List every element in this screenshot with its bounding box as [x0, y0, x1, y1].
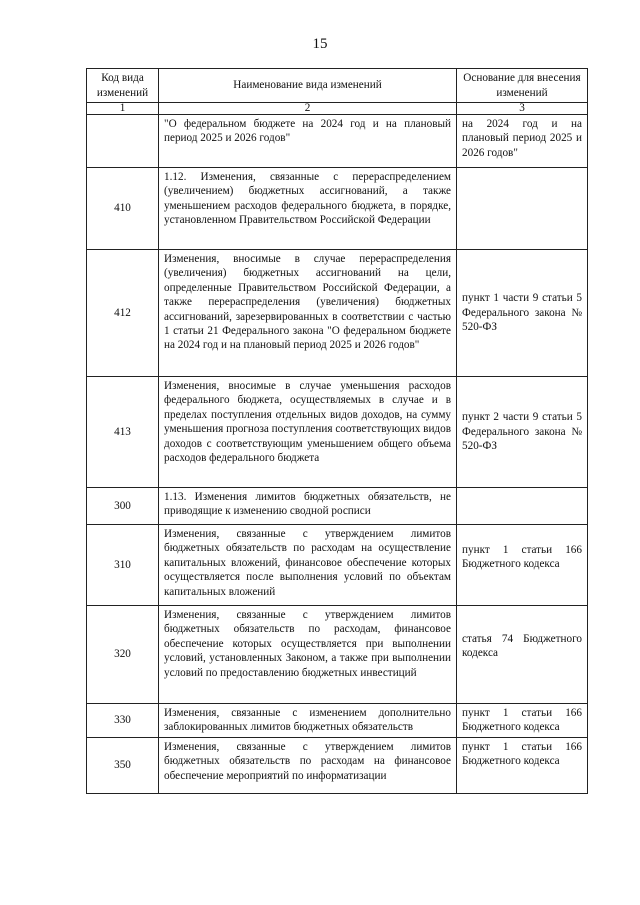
table-row [87, 115, 588, 168]
row-name: Изменения, связанные с изменением дополнительно заблокированных лимитов бюджетных обязательств [159, 704, 457, 738]
row-name: Изменения, связанные с утверждением лимитов бюджетных обязательств по расходам на финансовое обеспечение мероприятий по информатизации [159, 738, 457, 794]
table-row [87, 606, 588, 704]
header-basis: Основание для внесения изменений [457, 69, 588, 103]
header-name: Наименование вида изменений [159, 69, 457, 103]
row-basis: статья 74 Бюджетного кодекса [457, 606, 588, 704]
row-name: Изменения, связанные с утверждением лимитов бюджетных обязательств по расходам на осуществление капитальных вложений, финансовое обеспечение которых осуществляется после выполнения условий по объектам капитальных вложений [159, 525, 457, 606]
row-basis: пункт 1 статьи 166 Бюджетного кодекса [457, 525, 588, 606]
table-row [87, 377, 588, 488]
table-row [87, 488, 588, 525]
row-code [87, 115, 159, 168]
row-code: 410 [87, 168, 159, 250]
row-code: 330 [87, 704, 159, 738]
table-row [87, 525, 588, 606]
row-basis: пункт 1 части 9 статьи 5 Федерального закона № 520-ФЗ [457, 250, 588, 377]
row-basis: пункт 2 части 9 статьи 5 Федерального закона № 520-ФЗ [457, 377, 588, 488]
table-row [87, 738, 588, 794]
page-number: 15 [312, 36, 328, 52]
row-code: 413 [87, 377, 159, 488]
row-name: Изменения, вносимые в случае перераспределения (увеличения) бюджетных ассигнований на цели, определенные Правительством Российской Федерации, а также перераспределения (увеличения) бюджетных ассигнований, зарезервированных в соответствии с частью 1 статьи 21 Федерального закона "О федеральном бюджете на 2024 год и на плановый период 2025 и 2026 годов" [159, 250, 457, 377]
column-number: 1 [87, 103, 159, 115]
row-basis [457, 168, 588, 250]
row-code: 310 [87, 525, 159, 606]
row-basis [457, 488, 588, 525]
row-code: 300 [87, 488, 159, 525]
row-name: "О федеральном бюджете на 2024 год и на плановый период 2025 и 2026 годов" [159, 115, 457, 168]
row-basis: пункт 1 статьи 166 Бюджетного кодекса [457, 738, 588, 794]
row-basis: на 2024 год и на плановый период 2025 и 2026 годов" [457, 115, 588, 168]
table-row [87, 704, 588, 738]
row-name: Изменения, связанные с утверждением лимитов бюджетных обязательств по расходам, финансовое обеспечение которых осуществляется при выполнении условий, установленных Законом, а также при выполнении условий по предоставлению бюджетных инвестиций [159, 606, 457, 704]
row-basis: пункт 1 статьи 166 Бюджетного кодекса [457, 704, 588, 738]
row-name: Изменения, вносимые в случае уменьшения расходов федерального бюджета, осуществляемых в случае и в пределах поступления отдельных видов доходов, на сумму уменьшения прогноза поступления соответствующих видов доходов с соответствующим уменьшением общего объема расходов федерального бюджета [159, 377, 457, 488]
table-row [87, 250, 588, 377]
row-code: 412 [87, 250, 159, 377]
table-header-row [87, 69, 588, 103]
column-number-row [87, 103, 588, 115]
changes-table [86, 68, 588, 794]
column-number: 2 [159, 103, 457, 115]
row-code: 320 [87, 606, 159, 704]
row-code: 350 [87, 738, 159, 794]
header-code: Код вида изменений [87, 69, 159, 103]
row-name: 1.12. Изменения, связанные с перераспределением (увеличением) бюджетных ассигнований, а также уменьшением расходов федерального бюджета, в порядке, установленном Правительством Российской Федерации [159, 168, 457, 250]
table-row [87, 168, 588, 250]
column-number: 3 [457, 103, 588, 115]
row-name: 1.13. Изменения лимитов бюджетных обязательств, не приводящие к изменению сводной росписи [159, 488, 457, 525]
